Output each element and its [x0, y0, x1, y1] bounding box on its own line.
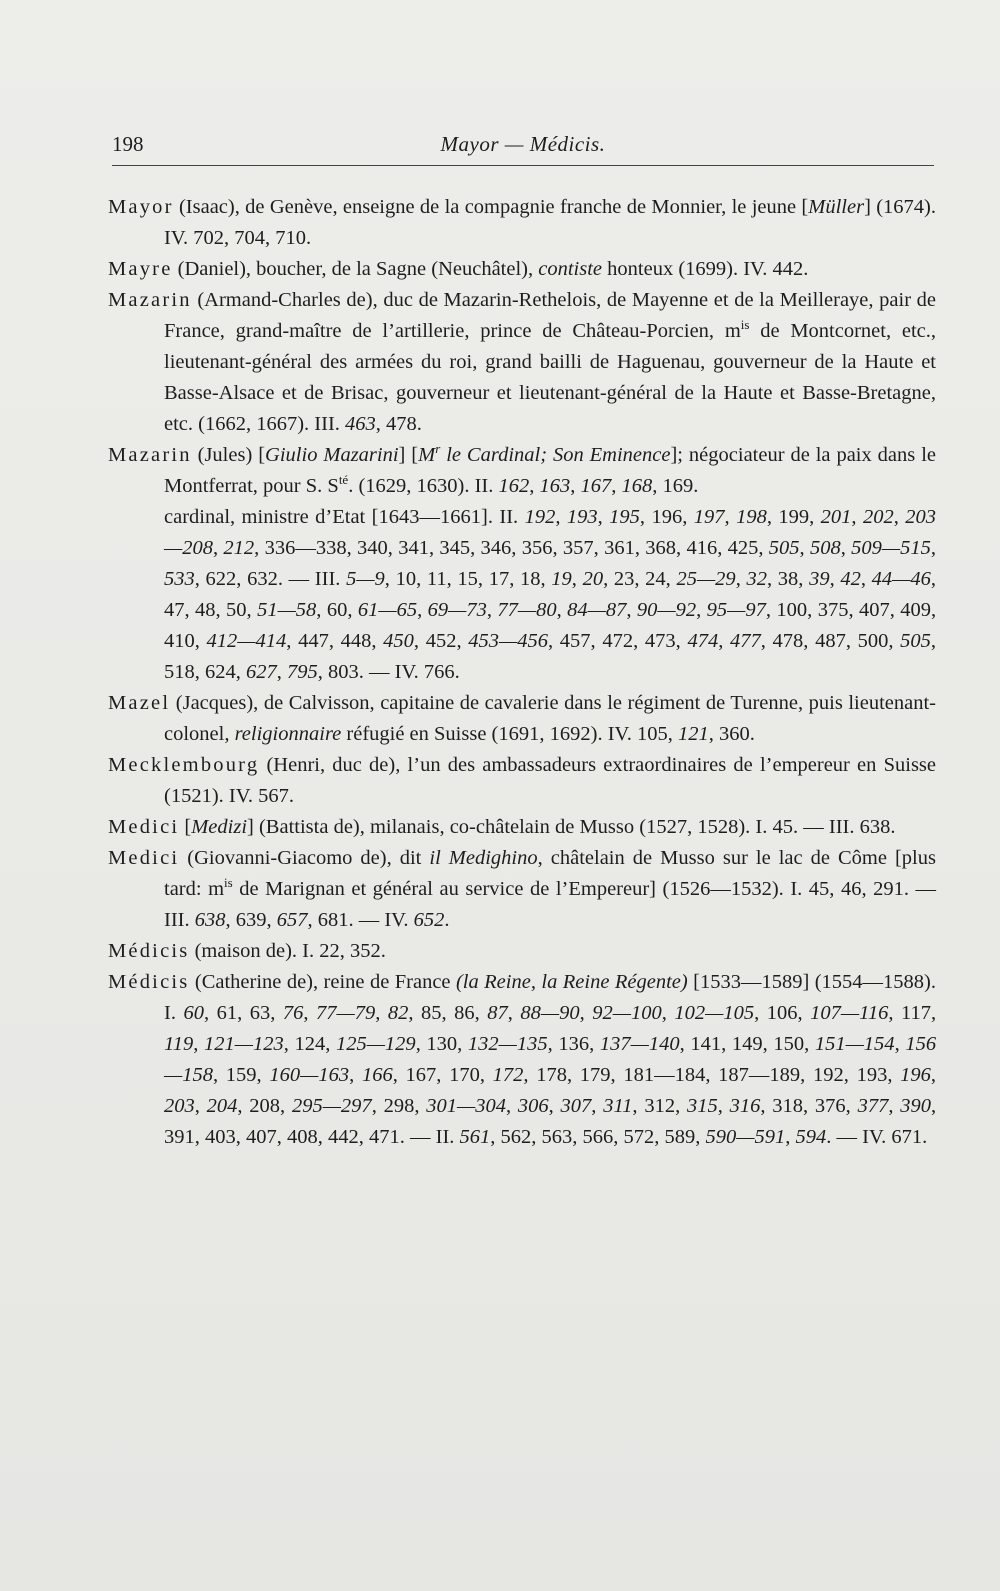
index-entries [108, 192, 936, 1153]
entry-text: , [375, 1002, 388, 1024]
entry-text: 193 [566, 506, 598, 528]
entry-text: , [194, 1095, 207, 1117]
entry-text: , 562, 563, 566, 572, 589, [490, 1126, 706, 1148]
entry-text: , 85, 86, [408, 1002, 488, 1024]
entry-text: 201 [820, 506, 852, 528]
entry-text: , 681. — IV. [307, 909, 414, 931]
entry-text: 412—414 [206, 630, 287, 652]
index-entry [108, 192, 936, 254]
entry-text: , [507, 1002, 521, 1024]
entry-text: 196 [900, 1064, 931, 1086]
entry-text: cardinal, ministre d’Etat [1643—1661]. II. [164, 506, 525, 528]
entry-text: , [718, 630, 730, 652]
entry-text: , [556, 599, 568, 621]
entry-text: , 38, [766, 568, 810, 590]
entry-text: il Medighino [429, 847, 538, 869]
entry-text: réfugié en Suisse (1691, 1692). IV. 105, [341, 723, 678, 745]
entry-text: 151—154 [814, 1033, 895, 1055]
entry-text: 463 [345, 413, 376, 435]
entry-text: , [591, 1095, 604, 1117]
entry-text: ] [ [398, 444, 419, 466]
entry-text: 61—65 [357, 599, 418, 621]
entry-text: . [444, 909, 450, 931]
entry-text: 203—208 [164, 506, 936, 559]
entry-text: , châtelain de Musso sur le lac de Côme [plus tard: m [164, 847, 936, 900]
entry-text: 20 [582, 568, 604, 590]
entry-text: 60 [183, 1002, 204, 1024]
entry-text: 39 [809, 568, 830, 590]
entry-text: , [505, 1095, 518, 1117]
entry-text: 88—90 [520, 1002, 580, 1024]
entry-text: , [893, 506, 906, 528]
page-number: 198 [112, 132, 144, 156]
entry-text: , 106, [754, 1002, 811, 1024]
entry-text: 162 [498, 475, 530, 497]
entry-text: 90—92 [636, 599, 697, 621]
entry-text: 316 [729, 1095, 761, 1117]
entry-text: 168 [621, 475, 653, 497]
entry-text: ] (Battista de), milanais, co-châtelain de Musso (1527, 1528). I. 45. — III. 638. [247, 816, 896, 838]
entry-text: , 117, [888, 1002, 937, 1024]
entry-text: 477 [729, 630, 761, 652]
entry-text: , 10, 11, 15, 17, 18, [384, 568, 552, 590]
entry-text: 125—129 [335, 1033, 416, 1055]
entry-text: , [735, 568, 747, 590]
entry-text: le Cardinal; Son Eminence [440, 444, 671, 466]
entry-headword: Medici [108, 816, 180, 838]
entry-text: , 61, 63, [203, 1002, 283, 1024]
entry-text: 84—87 [567, 599, 627, 621]
entry-text: , 178, 179, 181—184, 187—189, 192, 193, [523, 1064, 901, 1086]
entry-text: 121—123 [203, 1033, 284, 1055]
index-entry [108, 936, 936, 967]
entry-text: , [212, 537, 224, 559]
entry-text: 202 [862, 506, 894, 528]
entry-text: honteux (1699). IV. 442. [602, 258, 809, 280]
entry-text: , [840, 537, 852, 559]
entry-text: , [579, 1002, 593, 1024]
entry-text: 474 [687, 630, 719, 652]
entry-text: 163 [539, 475, 571, 497]
entry-text: 377 [857, 1095, 889, 1117]
entry-text: 301—304 [426, 1095, 506, 1117]
entry-text: , 196, [639, 506, 694, 528]
entry-text: , 318, 376, [760, 1095, 858, 1117]
entry-text: té [338, 472, 349, 487]
entry-text: 172 [492, 1064, 524, 1086]
entry-text: 87 [487, 1002, 508, 1024]
entry-text: . — IV. 671. [826, 1126, 928, 1148]
entry-text: , 360. [708, 723, 755, 745]
entry-text: 69—73 [427, 599, 487, 621]
entry-text: , 298, [371, 1095, 427, 1117]
entry-text: 795 [287, 661, 318, 683]
entry-text: 561 [459, 1126, 491, 1148]
entry-text: , [785, 1126, 796, 1148]
entry-text: 306 [517, 1095, 549, 1117]
entry-text: , 391, 403, 407, 408, 442, 471. — II. [164, 1095, 937, 1148]
entry-text: 509—515 [851, 537, 931, 559]
entry-text: 203 [164, 1095, 195, 1117]
entry-headword: Mayre [108, 258, 173, 280]
entry-text: , 478, 487, 500, [760, 630, 901, 652]
index-entry [108, 812, 936, 843]
entry-text: , 336—338, 340, 341, 345, 346, 356, 357, 361, 368, 416, 425, [254, 537, 769, 559]
entry-text: 82 [387, 1002, 409, 1024]
entry-text: (Isaac), de Genève, enseigne de la compagnie franche de Monnier, le jeune [ [173, 196, 809, 218]
entry-text: religionnaire [234, 723, 342, 745]
entry-text: 119 [164, 1033, 194, 1055]
entry-text: 505 [768, 537, 800, 559]
entry-text: 198 [736, 506, 767, 528]
entry-text: , 452, [413, 630, 469, 652]
entry-text: 132—135 [467, 1033, 548, 1055]
entry-text: ] (1674). IV. 702, 704, 710. [164, 196, 936, 249]
entry-text: ]; négociateur de la paix dans le Montferrat, pour S. S [164, 444, 936, 497]
entry-headword: Medici [108, 847, 180, 869]
entry-text: 390 [900, 1095, 931, 1117]
entry-text: , 23, 24, [603, 568, 677, 590]
entry-text: 77—79 [315, 1002, 376, 1024]
index-entry [108, 750, 936, 812]
entry-headword: Mazel [108, 692, 171, 714]
index-entry [108, 440, 936, 502]
entry-text: , [851, 506, 863, 528]
index-entry [108, 688, 936, 750]
entry-text: de Marignan et général au service de l’Empereur] (1526—1532). I. 45, 46, 291. — III. [164, 878, 936, 931]
entry-text: 167 [580, 475, 612, 497]
entry-text: , [193, 1033, 204, 1055]
entry-text: (la Reine, la Reine Régente) [455, 971, 688, 993]
entry-text: 95—97 [706, 599, 766, 621]
entry-text: , [529, 475, 540, 497]
entry-text: , [626, 599, 637, 621]
entry-text: , [799, 537, 810, 559]
entry-text: is [740, 317, 750, 332]
entry-text: 652 [413, 909, 445, 931]
entry-text: Giulio Mazarini [265, 444, 399, 466]
entry-text: , 639, [225, 909, 277, 931]
entry-text: , 199, [766, 506, 821, 528]
entry-text: [1533—1589] (1554—1588). I. [164, 971, 936, 1024]
entry-text: , 60, [316, 599, 358, 621]
entry-text: , 167, 170, [392, 1064, 493, 1086]
entry-text: 307 [560, 1095, 592, 1117]
entry-text: 311 [603, 1095, 633, 1117]
entry-text: 5—9 [346, 568, 385, 590]
entry-text: , 208, [237, 1095, 292, 1117]
entry-text: , [930, 537, 937, 559]
entry-text: 166 [361, 1064, 393, 1086]
entry-text: Müller [808, 196, 865, 218]
entry-text: , 136, [547, 1033, 600, 1055]
entry-text: , [661, 1002, 675, 1024]
entry-text: (Daniel), boucher, de la Sagne (Neuchâtel), [172, 258, 539, 280]
page-header [112, 128, 934, 158]
entry-text: 197 [693, 506, 725, 528]
entry-text: 505 [900, 630, 931, 652]
entry-text: (Catherine de), reine de France [189, 971, 456, 993]
entry-text: 42 [840, 568, 861, 590]
entry-text: 192 [524, 506, 556, 528]
entry-text: 137—140 [599, 1033, 680, 1055]
entry-text: 590—591 [705, 1126, 786, 1148]
entry-text: , 622, 632. — III. [194, 568, 347, 590]
entry-text: , [611, 475, 622, 497]
entry-text: [ [179, 816, 192, 838]
entry-text: , 100, 375, 407, 409, 410, [164, 599, 937, 652]
entry-text: , [349, 1064, 362, 1086]
entry-headword: Médicis [108, 971, 190, 993]
entry-text: (Giovanni-Giacomo de), dit [179, 847, 430, 869]
entry-text: 638 [194, 909, 226, 931]
entry-text: M [418, 444, 436, 466]
entry-text: 92—100 [592, 1002, 662, 1024]
entry-text: , [303, 1002, 316, 1024]
entry-text: , 159, [212, 1064, 270, 1086]
entry-text: , 130, [415, 1033, 468, 1055]
entry-text: 102—105 [674, 1002, 755, 1024]
entry-text: , [486, 599, 498, 621]
entry-text: 19 [551, 568, 572, 590]
entry-text: , 169. [652, 475, 699, 497]
entry-text: 453—456 [468, 630, 548, 652]
entry-text: 77—80 [497, 599, 557, 621]
index-entry [108, 254, 936, 285]
entry-text: 212 [223, 537, 255, 559]
entry-text: 594 [795, 1126, 827, 1148]
entry-text: 32 [746, 568, 767, 590]
entry-text: , 47, 48, 50, [164, 568, 937, 621]
entry-text: , [829, 568, 841, 590]
index-entry [108, 843, 936, 936]
entry-text: , 457, 472, 473, [548, 630, 688, 652]
entry-text: , 803. — IV. 766. [317, 661, 460, 683]
entry-text: 450 [383, 630, 414, 652]
entry-text: (Armand-Charles de), duc de Mazarin-Rethelois, de Mayenne et de la Meilleraye, pair de France, grand-maître de l’artillerie, prince de Château-Porcien, m [164, 289, 936, 342]
entry-text: , [696, 599, 707, 621]
entry-text: (maison de). I. 22, 352. [189, 940, 386, 962]
entry-headword: Mayor [108, 196, 174, 218]
entry-text: (Henri, duc de), l’un des ambassadeurs extraordinaires de l’empereur en Suisse (1521). IV. 567. [164, 754, 936, 807]
entry-text: . (1629, 1630). II. [348, 475, 499, 497]
entry-text: , 141, 149, 150, [679, 1033, 815, 1055]
entry-text: , [888, 1095, 901, 1117]
entry-headword: Mazarin [108, 289, 192, 311]
entry-text: , 518, 624, [164, 630, 937, 683]
entry-text: , [860, 568, 872, 590]
index-entry [108, 967, 936, 1153]
entry-text: , [597, 506, 610, 528]
entry-text: contiste [538, 258, 603, 280]
entry-text: , 312, [632, 1095, 687, 1117]
entry-text: 25—29 [676, 568, 736, 590]
entry-text: , [276, 661, 287, 683]
index-entry [108, 285, 936, 440]
entry-text: 107—116 [810, 1002, 889, 1024]
header-rule [112, 165, 934, 166]
entry-text: , [894, 1033, 906, 1055]
entry-text: Medizi [191, 816, 248, 838]
entry-text: , [571, 568, 583, 590]
entry-text: (Jacques), de Calvisson, capitaine de cavalerie dans le régiment de Turenne, puis lieutenant-colonel, [164, 692, 936, 745]
entry-text: , [930, 1064, 937, 1086]
entry-headword: Mazarin [108, 444, 192, 466]
entry-text: 160—163 [269, 1064, 350, 1086]
entry-text: , 447, 448, [286, 630, 384, 652]
entry-text: 44—46 [871, 568, 931, 590]
entry-text: 121 [677, 723, 709, 745]
entry-text: 627 [246, 661, 277, 683]
entry-text: 51—58 [257, 599, 317, 621]
entry-text: 204 [206, 1095, 238, 1117]
entry-text: , [570, 475, 581, 497]
entry-text: , [724, 506, 737, 528]
entry-text: 315 [686, 1095, 718, 1117]
entry-text: , 478. [375, 413, 422, 435]
entry-text: 295—297 [291, 1095, 372, 1117]
entry-text: de Montcornet, etc., lieutenant-général des armées du roi, grand bailli de Haguenau, gouverneur de la Haute et Basse-Alsace et de Brisac, gouverneur et lieutenant-général de la Haute et Basse-Bretagne, etc. (1662, 1667). III. [164, 320, 936, 435]
entry-text: is [224, 875, 233, 890]
entry-text: , [555, 506, 567, 528]
entry-text: (Jules) [ [191, 444, 266, 466]
entry-text: 195 [609, 506, 640, 528]
entry-continuation [108, 502, 936, 688]
entry-text: 533 [164, 568, 195, 590]
entry-text: 508 [809, 537, 841, 559]
entry-text: , [417, 599, 428, 621]
running-title: Mayor — Médicis. [440, 132, 606, 156]
entry-text: , [717, 1095, 730, 1117]
entry-text: 156—158 [164, 1033, 937, 1086]
entry-text: , 124, [283, 1033, 336, 1055]
entry-headword: Mecklembourg [108, 754, 260, 776]
entry-text: r [435, 441, 441, 456]
entry-text: 76 [282, 1002, 304, 1024]
entry-headword: Médicis [108, 940, 190, 962]
entry-text: , [548, 1095, 561, 1117]
entry-text: 657 [276, 909, 308, 931]
